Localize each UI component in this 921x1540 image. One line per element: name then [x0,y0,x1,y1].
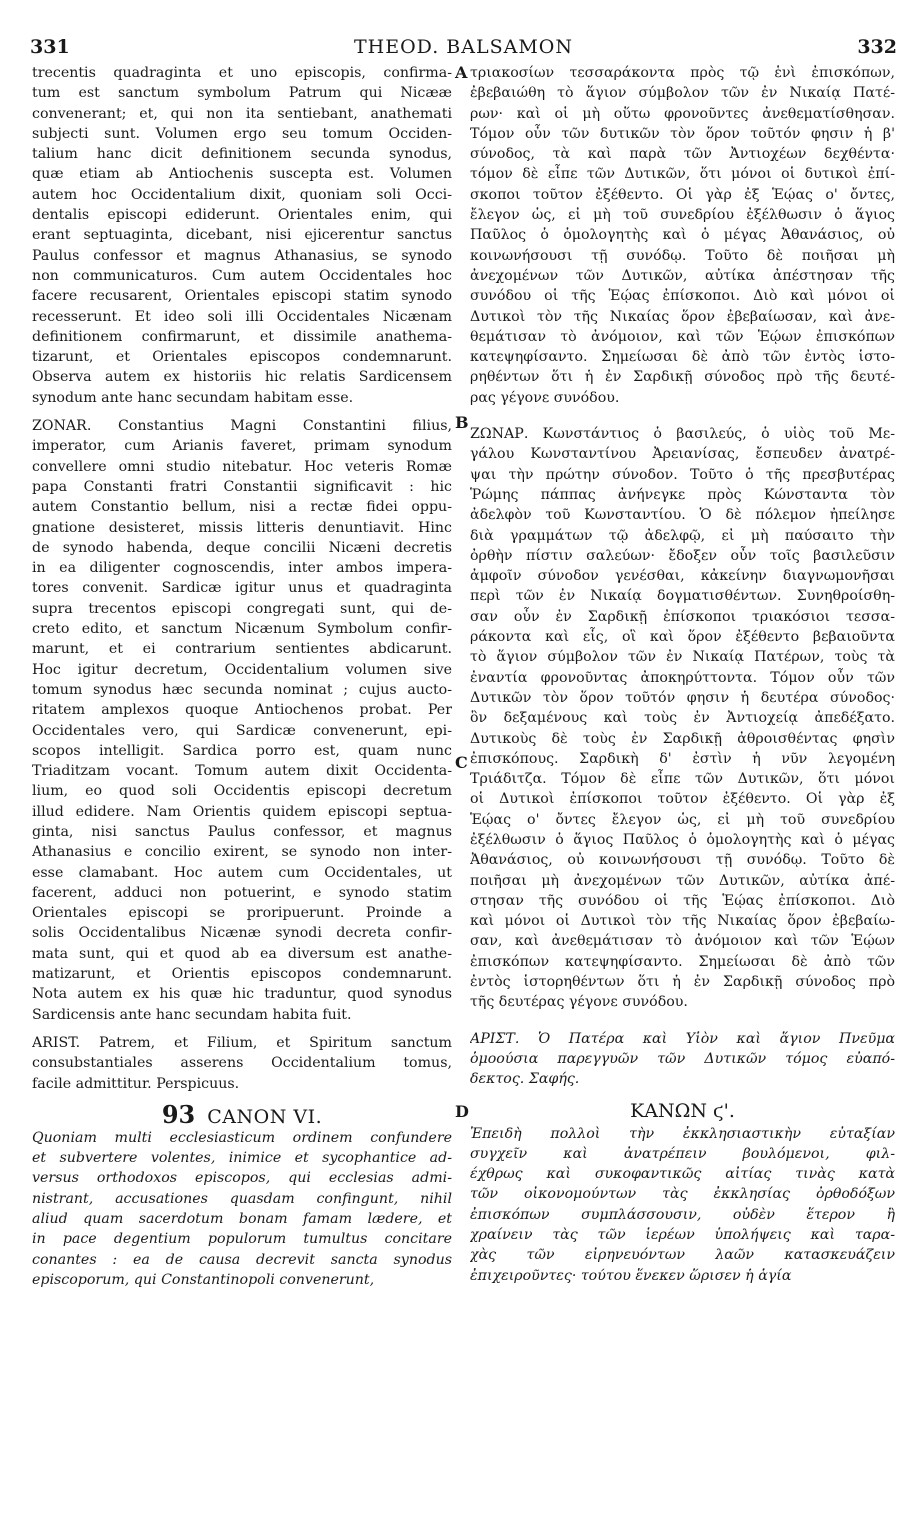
text-line: έχθρως καὶ συκοφαντικῶς αἰτίας τινὰς κατὰ [470,1166,895,1183]
latin-canon-text [32,1128,452,1290]
text-line: ὀρθὴν πίστιν σαλεύων· ἔδοξεν οὖν τοῖς βασιλεῦσιν [470,547,895,564]
margin-marker-b: B [455,413,469,432]
text-line: ἐξέλθωσιν ὁ ἅγιος Παῦλος ὁ ὁμολογητὴς καὶ ὁ μέγας [470,831,895,848]
margin-marker-d: D [455,1102,469,1121]
text-line: ἀμφοῖν σύνοδον γενέσθαι, κἀκείνην διαγνωμονῆσαι [470,568,895,585]
text-line: trecentis quadraginta et uno episcopis, confirma- [32,65,452,81]
text-line: ράκοντα καὶ εἷς, οἳ καὶ ὅρον ἐξέθεντο βεβαιοῦντα [470,629,895,646]
text-line: ρας γέγονε συνόδου. [470,389,620,406]
text-line: καὶ μόνοι οἱ Δυτικοὶ τὸν τῆς Νικαίας ὅρον ἐβεβαίω- [470,913,895,930]
text-line: Τριάδιτζα. Τόμον δὲ εἶπε τῶν Δυτικῶν, ὅτι μόνοι [470,771,895,788]
text-line: ἐναντία φρονοῦντας ἀποκηρύττοντα. Τόμον οὖν τῶν [470,669,895,686]
latin-column [32,63,452,1290]
text-line: Observa autem ex historiis hic relatis Sardicensem [32,369,452,386]
text-line: ARIST. Patrem, et Filium, et Spiritum sanctum [32,1034,452,1051]
text-line: facerent, adduci non potuerint, e synodo statim [32,884,452,901]
text-line: in pace degentium populorum tumultus concitare [32,1231,452,1248]
text-line: ψαι τὴν πρώτην σύνοδον. Τοῦτο ὁ τῆς πρεσβυτέρας [470,466,895,483]
greek-zonaras-commentary [470,424,895,1029]
latin-canon-heading [32,1099,452,1129]
text-line: ὃν δεξαμένους καὶ τοὺς ἐν Ἀντιοχείᾳ ἀπεδέξατο. [470,710,895,727]
text-line: dentalis episcopi ediderunt. Orientales enim, qui [32,207,452,224]
text-line: κατεψηφίσαντο. Σημείωσαι δὲ ἀπὸ τῶν ἐντὸς ἱστο- [470,349,895,366]
text-line: gnatione desisteret, missis litteris denuntiavit. Hinc [32,519,452,536]
text-line: tum est sanctum symbolum Patrum qui Nicææ [32,85,452,102]
latin-zonaras-commentary [32,416,452,1033]
text-line: talium hanc dicit definitionem secunda synodus, [32,146,452,163]
text-line: Παῦλος ὁ ὁμολογητὴς καὶ ὁ μέγας Ἀθανάσιος, οὐ [470,227,895,244]
text-line: χὰς τῶν εἰρηνευόντων λαῶν κατασκευάζειν [470,1247,895,1264]
margin-marker-c: C [455,753,468,772]
text-line: matizarunt, et Orientis episcopos condemnarunt. [32,966,452,983]
text-line: scopos intelligit. Sardica porro est, quam nunc [32,742,452,759]
text-line: περὶ τῶν ἐν Νικαίᾳ δογματισθέντων. Συνηθροίσθη- [470,588,895,605]
text-line: tizarunt, et Orientales episcopos condemnarunt. [32,349,452,366]
text-line: δεκτος. Σαφής. [470,1071,580,1088]
text-line: ritatem amplexos quoque Antiochenos probat. Per [32,702,452,719]
text-line: episcoporum, qui Constantinopoli convenerunt, [32,1271,375,1288]
text-line: tores convenit. Sardicæ igitur unus et quadraginta [32,580,452,597]
text-line: erant septuaginta, dicebant, nisi ejicerentur sanctus [32,227,452,244]
text-line: Δυτικῶν τὸν ὅρον τοῦτόν φησιν ἡ δευτέρα σύνοδος· [470,689,895,706]
running-title: THEOD. BALSAMON [353,36,574,58]
text-line: ginta, nisi sanctus Paulus confessor, et magnus [32,823,452,840]
text-line: quæ etiam ab Antiochenis suscepta est. Volumen [32,166,452,183]
text-line: ἐπισκόπους. Σαρδικὴ δ' ἐστὶν ἡ νῦν λεγομένη [470,750,895,767]
text-line: marunt, et ei contrarium sentientes abdicarunt. [32,641,452,658]
text-line: imperator, cum Arianis faveret, primam synodum [32,438,452,455]
text-line: Δυτικοὶ τὸν τῆς Νικαίας ὅρον ἐβεβαίωσαν, καὶ ἀνε- [470,308,895,325]
text-line: σύνοδος, τὰ καὶ παρὰ τῶν Ἀντιοχέων δεχθέντα· [470,146,895,163]
text-line: Ῥώμης πάππας ἀνήνεγκε πρὸς Κώνσταντα τὸν [470,486,895,503]
text-line: σαν οὖν ἐν Σαρδικῇ ἐπίσκοποι τριακόσιοι τεσσα- [470,608,895,625]
text-line: Occidentales vero, qui Sardicæ convenerunt, epi- [32,722,452,739]
text-line: Athanasius e concilio exirent, se synodo non inter- [32,844,452,861]
latin-paragraph-intro [32,63,452,416]
text-line: convenerant; et, qui non ita sentiebant, anathemati [32,105,452,122]
text-line: τὸ ἅγιον σύμβολον τῶν ἐν Νικαίᾳ Πατέρων, τοὺς τὰ [470,649,895,666]
text-line: autem Constantio bellum, nisi a rectæ fidei oppu- [32,499,452,516]
text-line: στησαν τῆς συνόδου οἱ τῆς Ἑῴας ἐπίσκοποι. Διὸ [470,892,895,909]
text-line: οἱ Δυτικοὶ ἐπίσκοποι τοῦτον ἐξέθεντο. Οἱ γὰρ ἐξ [470,791,895,808]
text-line: Ἐπειδὴ πολλοὶ τὴν ἐκκλησιαστικὴν εὐταξίαν [470,1125,895,1142]
text-line: nistrant, accusationes quasdam confingunt, nihil [32,1190,452,1207]
text-line: κοινωνήσουσι τῇ συνόδῳ. Τοῦτο δὲ ποιῆσαι μὴ [470,247,895,264]
text-line: mata sunt, qui et quod ab ea diversum est anathe- [32,945,452,962]
text-line: σαν, καὶ ἀνεθεμάτισαν τὸ ἀνόμοιον καὶ τῶν Ἑῴων [470,933,895,950]
text-line: ZONAR. Constantius Magni Constantini filius, [32,418,452,435]
text-line: Quoniam multi ecclesiasticum ordinem confundere [32,1129,452,1146]
greek-aristenus-commentary [470,1029,895,1098]
greek-canon-text [470,1124,895,1286]
text-line: ΖΩΝΑΡ. Κωνστάντιος ὁ βασιλεύς, ὁ υἱὸς τοῦ Με- [470,426,895,443]
text-line: Orientales episcopi se proripuerunt. Proinde a [32,905,452,922]
canon-number: 93 [161,1099,196,1129]
text-line: ἀδελφὸν τοῦ Κωνσταντίου. Ὁ δὲ πόλεμον ἠπείλησε [470,507,895,524]
text-line: ἐπιχειροῦντες· τούτου ἕνεκεν ὥρισεν ἡ ἁγία [470,1267,792,1284]
text-line: ἐντὸς ἱστορηθέντων ὅτι ἡ ἐν Σαρδικῇ σύνοδος πρὸ [470,974,895,991]
text-line: facere recusarent, Orientales episcopi statim synodo [32,288,452,305]
text-line: versus orthodoxos episcopos, qui ecclesias admi- [32,1170,452,1187]
greek-column [470,63,895,1286]
text-line: aliud quam sacerdotum bonam famam lædere, et [32,1211,452,1228]
text-line: ρων· καὶ οἱ μὴ οὕτω φρονοῦντες ἀνεθεματίσθησαν. [470,105,895,122]
text-line: conantes : ea de causa decrevit sancta synodus [32,1251,452,1268]
text-line: σκοποι τοῦτον ἐξέθεντο. Οἱ γὰρ ἐξ Ἑῴας ο' ὄντες, [470,186,895,203]
text-line: ἀνεχομένων τῶν Δυτικῶν, αὐτίκα ἀπέστησαν τῆς [470,267,895,284]
text-line: τριακοσίων τεσσαράκοντα πρὸς τῷ ἑνὶ ἐπισκόπων, [470,65,895,81]
text-line: συγχεῖν καὶ ἀνατρέπειν βουλόμενοι, φιλ- [470,1145,895,1162]
text-line: ΑΡΙΣΤ. Ὁ Πατέρα καὶ Υἱὸν καὶ ἅγιον Πνεῦμα [470,1030,895,1047]
text-line: ἐπισκόπων κατεψηφίσαντο. Σημείωσαι δὲ ἀπὸ τῶν [470,953,895,970]
text-line: autem hoc Occidentalium dixit, quoniam soli Occi- [32,186,452,203]
text-line: γάλου Κωνσταντίνου Ἀρειανίσας, ἔσπευδεν ἀνατρέ- [470,446,895,463]
text-line: διὰ γραμμάτων τῷ ἀδελφῷ, εἰ μὴ παύσαιτο τὴν [470,527,895,544]
text-line: synodum ante hanc secundam habitam esse. [32,389,354,406]
text-line: supra trecentos episcopi congregati sunt, qui de- [32,600,452,617]
text-line: ὁμοούσια παρεγγυῶν τῶν Δυτικῶν τόμος εὐαπό- [470,1050,895,1067]
page-number-left: 331 [30,36,70,58]
latin-canon-title: CANON VI. [207,1105,323,1128]
text-line: ρηθέντων ὅτι ἡ ἐν Σαρδικῇ σύνοδος πρὸ τῆς δευτέ- [470,369,895,386]
text-line: ποιῆσαι μὴ ἀνεχομένων τῶν Δυτικῶν, αὐτίκα ἀπέ- [470,872,895,889]
text-line: de synodo habenda, deque concilii Nicæni decretis [32,539,452,556]
text-line: Paulus confessor et magnus Athanasius, se synodo [32,247,452,264]
text-line: solis Occidentalibus Nicænæ synodi decreta confir- [32,925,452,942]
text-line: ἐβεβαιώθη τὸ ἅγιον σύμβολον τῶν ἐν Νικαίᾳ Πατέ- [470,85,895,102]
text-line: ἐπισκόπων συμπλάσσουσιν, οὐδὲν ἕτερον ἢ [470,1206,895,1223]
text-line: Τόμον οὖν τῶν δυτικῶν τὸν ὅρον τοῦτόν φησιν ἡ β' [470,125,895,142]
page-header [30,36,897,60]
text-line: συνόδου οἱ τῆς Ἑῴας ἐπίσκοποι. Διὸ καὶ μόνοι οἱ [470,288,895,305]
greek-canon-title: ΚΑΝΩΝ ϛ'. [630,1099,735,1122]
text-line: Δυτικοὺς δὲ τοὺς ἐν Σαρδικῇ ἀθροισθέντας φησὶν [470,730,895,747]
text-line: Triaditzam vocant. Tomum autem dixit Occidenta- [32,763,452,780]
latin-aristenus-commentary [32,1033,452,1102]
text-line: Nota autem ex his quæ hic traduntur, quod synodus [32,986,452,1003]
text-line: illud edidere. Nam Orientis quidem episcopi septua- [32,803,452,820]
text-line: definitionem confirmarunt, et dissimile anathema- [32,328,452,345]
text-line: Sardicensis ante hanc secundam habita fuit. [32,1006,352,1023]
text-line: τόμον δὲ εἶπε τῶν Δυτικῶν, ὅτι μόνοι οἱ δυτικοὶ ἐπί- [470,166,895,183]
text-line: lium, eo quod soli Occidentis episcopi decretum [32,783,452,800]
greek-canon-heading [470,1098,895,1124]
text-line: Ἀθανάσιος, οὐ κοινωνήσουσι τῇ συνόδῳ. Τοῦτο δὲ [470,852,895,869]
text-line: convellere omni studio nitebatur. Hoc veteris Romæ [32,458,452,475]
text-line: τῶν οἰκονομούντων τὰς ἐκκλησίας ὀρθοδόξων [470,1186,895,1203]
greek-paragraph-intro [470,63,895,424]
text-line: χραίνειν τὰς τῶν ἱερέων ὑπολήψεις καὶ ταρα- [470,1227,895,1244]
text-line: θεμάτισαν τὸ ἀνόμοιον, καὶ τῶν Ἑῴων ἐπισκόπων [470,328,895,345]
page-number-right: 332 [857,36,897,58]
text-line: Ἑῴας ο' ὄντες ἔλεγον ὡς, εἰ μὴ τοῦ συνεδρίου [470,811,895,828]
text-line: non communicaturos. Cum autem Occidentales hoc [32,267,452,284]
text-line: facile admittitur. Perspicuus. [32,1075,240,1092]
text-line: τῆς δευτέρας γέγονε συνόδου. [470,994,688,1011]
text-line: subjecti sunt. Volumen ergo seu tomum Occiden- [32,125,452,142]
text-line: papa Constanti fratri Constantii significavit : hic [32,478,452,495]
text-line: consubstantiales asserens Occidentalium tomus, [32,1055,452,1072]
text-line: ἔλεγον ὡς, εἰ μὴ τοῦ συνεδρίου ἐξέλθωσιν ὁ ἅγιος [470,207,895,224]
text-line: et subvertere volentes, inimice et sycophantice ad- [32,1150,452,1167]
text-line: creto edito, et sanctum Nicænum Symbolum confir- [32,621,452,638]
text-line: recesserunt. Et ideo soli illi Occidentales Nicænam [32,308,452,325]
text-line: tomum synodus hæc secunda nominat ; cujus aucto- [32,681,452,698]
text-line: esse clamabant. Hoc autem cum Occidentales, ut [32,864,452,881]
text-line: in ea diligenter cognoscendis, inter ambos impera- [32,560,452,577]
text-line: Hoc igitur decretum, Occidentalium volumen sive [32,661,452,678]
margin-marker-a: A [455,63,468,82]
